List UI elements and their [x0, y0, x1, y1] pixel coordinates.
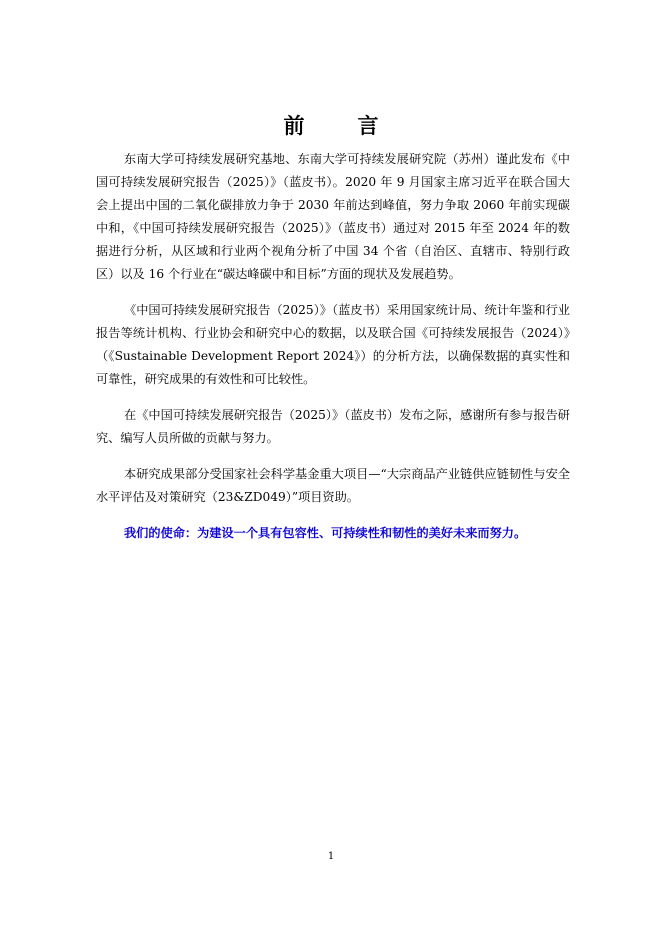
paragraph-acknowledgement: 在《中国可持续发展研究报告（2025）》（蓝皮书）发布之际，感谢所有参与报告研究、编写人员所做的贡献与努力。: [96, 408, 570, 445]
preface-body: [96, 148, 570, 545]
paragraph-data-sources: 《中国可持续发展研究报告（2025）》（蓝皮书）采用国家统计局、统计年鉴和行业报告等统计机构、行业协会和研究中心的数据，以及联合国《可持续发展报告（2024）》（《Sustainable Development Report 2024》）的分析方法，以确保数据的真实性和可靠性，研究成果的有效性和可比较性。: [96, 303, 570, 386]
paragraph-intro: 东南大学可持续发展研究基地、东南大学可持续发展研究院（苏州）谨此发布《中国可持续发展研究报告（2025）》（蓝皮书）。2020 年 9 月国家主席习近平在联合国大会上提出中国的二氧化碳排放力争于 2030 年前达到峰值，努力争取 2060 年前实现碳中和，《中国可持续发展研究报告（2025）》（蓝皮书）通过对 2015 年至 2024 年的数据进行分析，从区域和行业两个视角分析了中国 34 个省（自治区、直辖市、特别行政区）以及 16 个行业在“碳达峰碳中和目标”方面的现状及发展趋势。: [96, 152, 570, 281]
paragraph-funding: 本研究成果部分受国家社会科学基金重大项目—“大宗商品产业链供应链韧性与安全水平评估及对策研究（23&ZD049）”项目资助。: [96, 467, 570, 504]
page-title: 前 言: [283, 113, 395, 138]
mission-statement: 我们的使命：为建设一个具有包容性、可持续性和韧性的美好未来而努力。: [124, 526, 527, 540]
page-number: 1: [327, 851, 335, 862]
